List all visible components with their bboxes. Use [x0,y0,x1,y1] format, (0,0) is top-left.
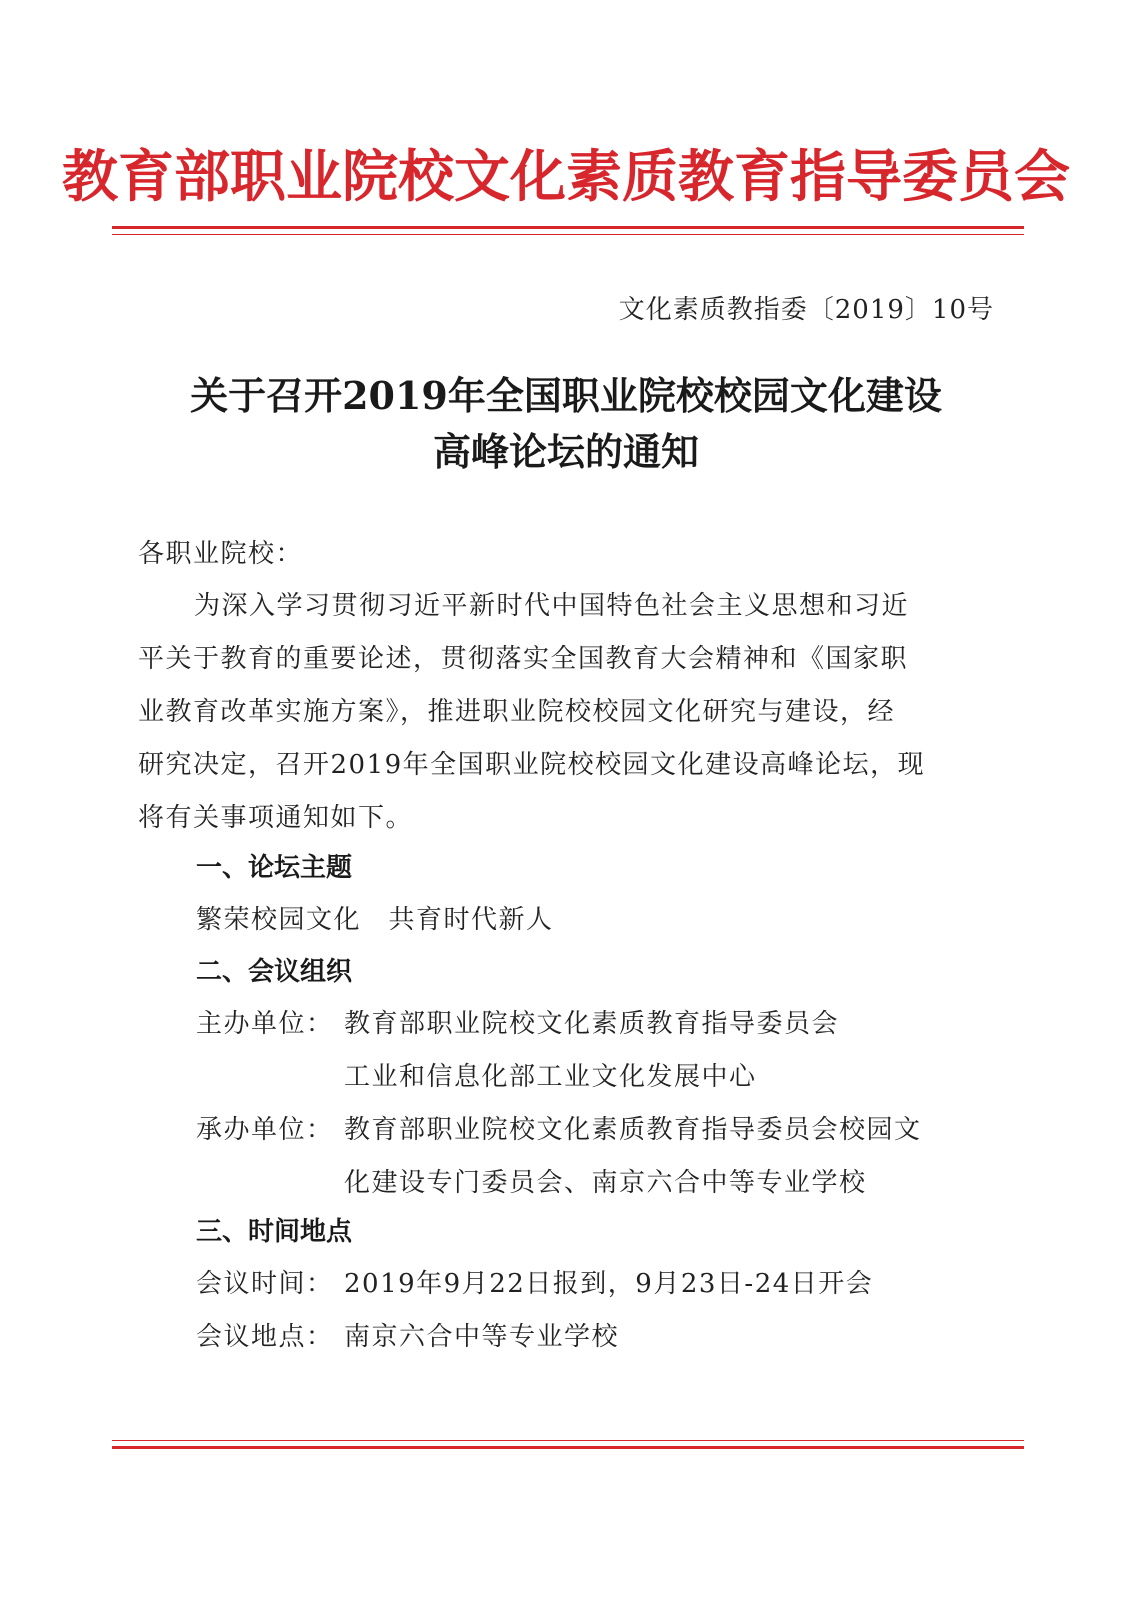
host-label: 主办单位： [196,1009,334,1039]
intro-line: 平关于教育的重要论述，贯彻落实全国教育大会精神和《国家职 [138,644,909,674]
organizer-value-line2: 化建设专门委员会、南京六合中等专业学校 [344,1168,867,1198]
intro-paragraph [138,580,994,845]
letterhead-rule-thick [112,226,1024,229]
theme-text: 繁荣校园文化 共育时代新人 [196,905,554,935]
footer-rule-thick [112,1446,1024,1449]
time-value: 2019年9月22日报到，9月23日-24日开会 [344,1269,874,1299]
salutation: 各职业院校： [138,539,304,569]
section-heading-theme: 一、论坛主题 [196,853,353,883]
section-heading-organization: 二、会议组织 [196,957,353,987]
intro-line: 为深入学习贯彻习近平新时代中国特色社会主义思想和习近 [194,591,910,621]
place-label: 会议地点： [196,1322,334,1352]
footer-rule-thin [112,1440,1024,1441]
host-value-line2: 工业和信息化部工业文化发展中心 [344,1062,757,1092]
notice-title-line2: 高峰论坛的通知 [432,429,699,474]
document-number: 文化素质教指委〔2019〕10号 [618,295,994,325]
intro-line: 研究决定，召开2019年全国职业院校校园文化建设高峰论坛，现 [138,750,926,780]
notice-title [0,368,1132,480]
place-value: 南京六合中等专业学校 [344,1322,620,1352]
intro-line: 业教育改革实施方案》，推进职业院校校园文化研究与建设，经 [138,697,896,727]
time-label: 会议时间： [196,1269,334,1299]
intro-line: 将有关事项通知如下。 [138,803,414,833]
letterhead-rule-thin [112,234,1024,235]
organizer-value-line1: 教育部职业院校文化素质教育指导委员会校园文 [344,1115,922,1145]
notice-title-line1: 关于召开2019年全国职业院校校园文化建设 [190,373,942,418]
host-value-line1: 教育部职业院校文化素质教育指导委员会 [344,1009,840,1039]
organizer-label: 承办单位： [196,1115,334,1145]
letterhead-org-name: 教育部职业院校文化素质教育指导委员会 [62,145,1070,210]
section-heading-time-place: 三、时间地点 [196,1217,353,1247]
